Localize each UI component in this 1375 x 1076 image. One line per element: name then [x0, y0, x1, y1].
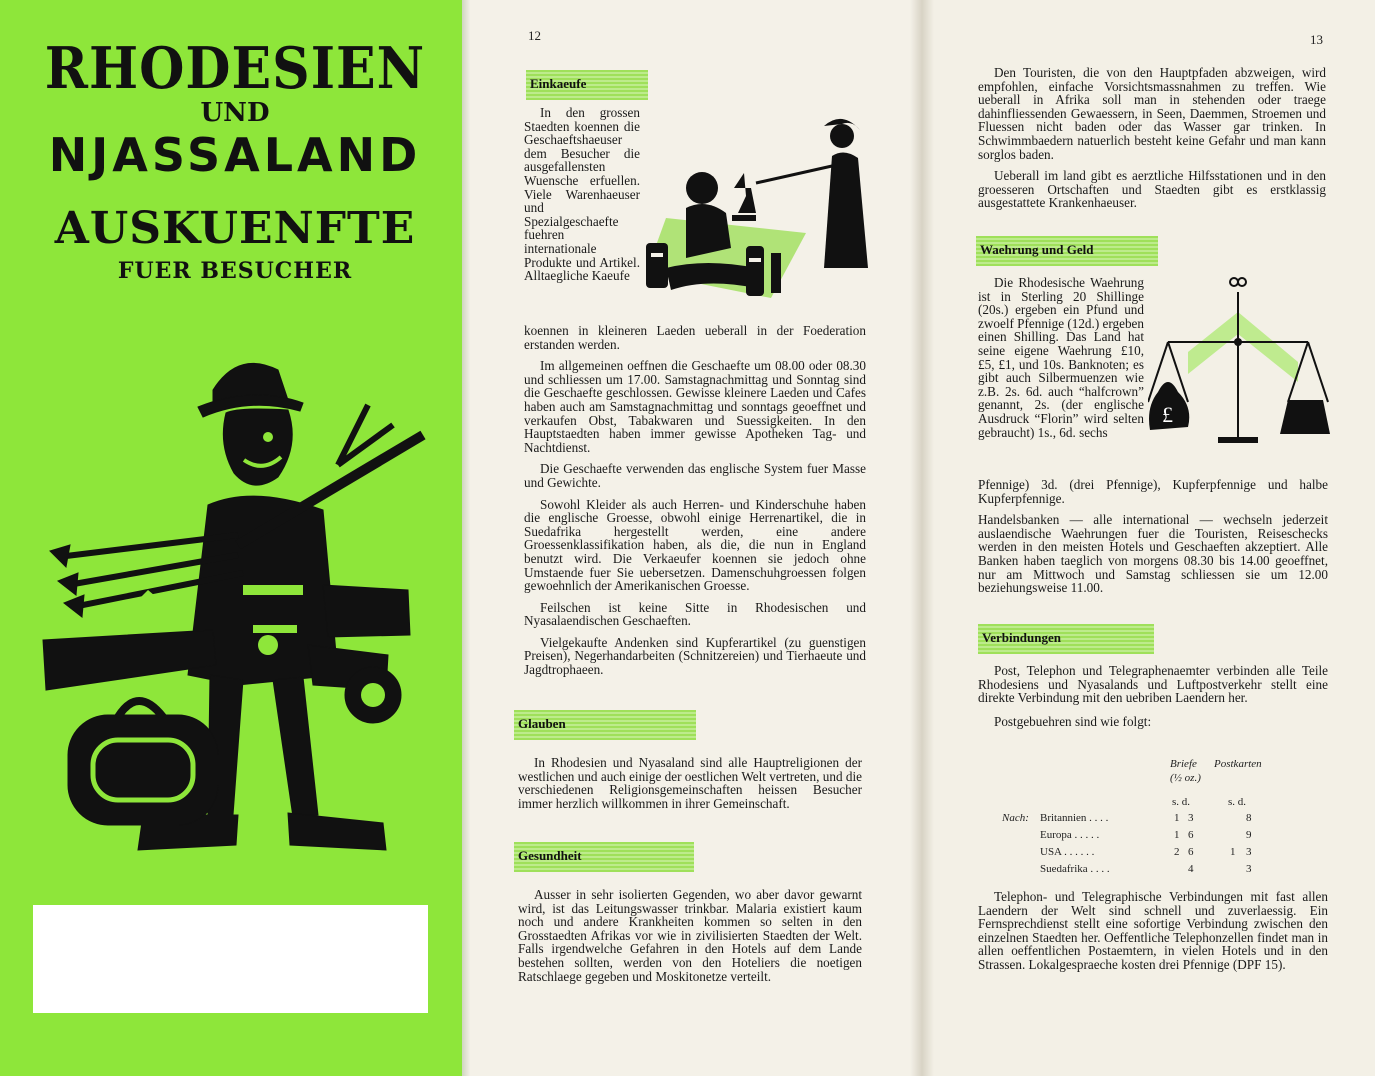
intro-paragraphs — [978, 66, 1326, 218]
postage-briefe-d: 6 — [1188, 829, 1194, 841]
einkaeufe-p2: Im allgemeinen oeffnen die Geschaefte um 08.00 oder 08.30 und schliessen um 17.00. Samstagnachmittag und Sonntag sind die Geschaefte geschlossen. Gewisse kleinere Laeden und Cafes haben auch am Samstagnachmittag und sonntags geoeffnet und verkaufen Obst, Tabakwaren und Suessigkeiten. In den Hauptstaedten haben immer gewisse Apotheken Tag- und Nachtdienst. — [524, 358, 866, 455]
gesundheit-paragraph — [518, 888, 862, 991]
page-number-12: 12 — [528, 28, 541, 43]
postage-dest: Europa . . . . . — [1040, 829, 1100, 841]
section-heading-label: Verbindungen — [982, 630, 1061, 645]
verbindungen-p2: Postgebuehren sind wie folgt: — [994, 713, 1152, 729]
einkaeufe-paragraph-1 — [524, 106, 640, 291]
postage-prefix: Nach: — [1002, 812, 1029, 824]
postage-briefe-s: 1 — [1174, 829, 1180, 841]
postage-karten-d: 3 — [1246, 846, 1252, 858]
section-heading-waehrung — [976, 236, 1158, 266]
section-heading-label: Einkaeufe — [530, 76, 587, 91]
einkaeufe-p5: Feilschen ist keine Sitte in Rhodesischen und Nyasalaendischen Geschaeften. — [524, 599, 866, 629]
einkaeufe-paragraphs — [524, 324, 866, 685]
cover-title-njassaland: NJASSALAND — [48, 128, 422, 182]
postage-units-briefe: s. d. — [1172, 796, 1191, 808]
section-heading-gesundheit — [514, 842, 694, 872]
cover-subtitle-auskuenfte: AUSKUENFTE — [54, 203, 416, 254]
section-heading-glauben — [514, 710, 696, 740]
shopping-illustration — [646, 118, 868, 308]
intro-p1: Den Touristen, die von den Hauptpfaden abzweigen, wird empfohlen, einfache Vorsichtsmassnahmen zu treffen. Wie ueberall in Afrika soll man in stehenden oder traege dahinfliessenden Gewaessern, in Seen, Daemmen, Stroemen und Fluessen nicht baden oder das Wasser gar trinken. In Schwimmbaedern natuerlich besteht keine Gefahr und man kann sorglos baden. — [978, 65, 1326, 162]
postage-briefe-s: 1 — [1174, 812, 1180, 824]
glauben-p1: In Rhodesien und Nyasaland sind alle Hauptreligionen der westlichen und auch einige der oestlichen Welt vertreten, und die verschiedenen Religionsgemeinschaften heissen Besucher immer herzlich willkommen in ihrer Gemeinschaft. — [518, 755, 862, 811]
verbindungen-paragraph-1 — [978, 664, 1328, 736]
cover-page — [0, 0, 462, 1076]
page-13 — [922, 0, 1375, 1076]
page-number-13: 13 — [1310, 32, 1323, 47]
glauben-paragraph — [518, 756, 862, 818]
einkaeufe-p6: Vielgekaufte Andenken sind Kupferartikel (zu guenstigen Preisen), Negerhandarbeiten (Schnitzereien) und Tierhaeute und Jagdtrophaeen. — [524, 634, 866, 678]
postage-dest: USA . . . . . . — [1040, 846, 1095, 858]
einkaeufe-p1-rest: koennen in kleineren Laeden ueberall in der Foederation erstanden werden. — [524, 323, 866, 352]
waehrung-paragraphs — [978, 478, 1328, 603]
waehrung-p1-wrapped: Die Rhodesische Waehrung ist in Sterling 20 Shillinge (20s.) ergeben ein Pfund und zwoelf Pfennige (12d.) ergeben einen Shilling. Das Land hat seine eigene Waehrung £10, £5, £1, und 10s. Banknoten; es gibt auch Silbermuenzen wie z.B. 2s. 6d. auch “halfcrown” genannt, 2s. (der englische Ausdruck “Florin” wird selten gebraucht) 1s., 6d. sechs — [978, 275, 1145, 440]
postage-briefe-s: 2 — [1174, 846, 1180, 858]
section-heading-einkaeufe — [526, 70, 648, 100]
tourist-illustration — [38, 345, 428, 900]
intro-p2: Ueberall im land gibt es aerztliche Hilfsstationen und in den groesseren Ortschaften und Staedten gibt es erstklassig ausgestattete Krankenhaeuser. — [978, 168, 1326, 211]
section-heading-verbindungen — [978, 624, 1154, 654]
page-12 — [470, 0, 922, 1076]
einkaeufe-p4: Sowohl Kleider als auch Herren- und Kinderschuhe haben die englische Groesse, obwohl einige Herrenartikel, die in Suedafrika hergestellt werden, eine andere Groessenklassifikation haben, als die, die nun in England benutzt wird. Die Verkaeufer koennen sie jedoch ohne Umstaende fuer Sie uebersetzen. Damenschuhgroessen folgen gewoehnlich der Amerikanischen Groesse. — [524, 496, 866, 594]
postage-karten-s: 1 — [1230, 846, 1236, 858]
postage-briefe-d: 3 — [1188, 812, 1194, 824]
verbindungen-p1: Post, Telephon und Telegraphenaemter verbinden alle Teile Rhodesiens und Nyasalands und Luftpostverkehr stellt eine direkte Verbindung mit den uebriben Laendern her. — [978, 663, 1328, 706]
waehrung-p1-rest: Pfennige) 3d. (drei Pfennige), Kupferpfennige und halbe Kupferpfennige. — [978, 477, 1328, 506]
cover-edge — [462, 0, 470, 1076]
einkaeufe-p3: Die Geschaefte verwenden das englische System fuer Masse und Gewichte. — [524, 461, 866, 490]
postage-col-briefe: Briefe — [1170, 758, 1197, 770]
section-heading-label: Gesundheit — [518, 848, 582, 863]
postage-dest: Britannien . . . . — [1040, 812, 1109, 824]
cover-title-rhodesien: RHODESIEN — [44, 34, 426, 103]
postage-briefe-d: 4 — [1188, 863, 1194, 875]
gesundheit-p1: Ausser in sehr isolierten Gegenden, wo aber davor gewarnt wird, ist das Leitungswasser trinkbar. Malaria existiert kaum noch und andere Krankheiten kommen so selten in den Grosstaedten Afrikas vor wie in zivilisierten Staedten der Welt. Falls irgendwelche Gefahren in den Hotels auf dem Lande bestehen sollten, werden von den Hoteliers die noetigen Ratschlaege gegeben und Moskitonetze verteilt. — [518, 887, 862, 984]
pound-sign: £ — [1162, 402, 1173, 427]
postage-karten-d: 9 — [1246, 829, 1252, 841]
postage-dest: Suedafrika . . . . — [1040, 863, 1110, 875]
postage-briefe-d: 6 — [1188, 846, 1194, 858]
waehrung-paragraph-1 — [978, 276, 1144, 447]
postage-units-postkarten: s. d. — [1228, 796, 1247, 808]
verbindungen-paragraph-3 — [978, 890, 1328, 980]
section-heading-label: Waehrung und Geld — [980, 242, 1094, 257]
section-heading-label: Glauben — [518, 716, 566, 731]
scale-illustration — [1148, 272, 1336, 452]
cover-title-und: UND — [200, 98, 270, 128]
book-gutter — [910, 0, 934, 1076]
einkaeufe-p1-wrapped: In den grossen Staedten koennen die Geschaeftshaeuser dem Besucher die ausgefallensten Wuensche erfuellen. Viele Warenhaeuser und Spezialgeschaefte fuehren internationale Produkte und Artikel. Alltaegliche Kaeufe — [524, 105, 640, 284]
verbindungen-p3: Telephon- und Telegraphische Verbindungen mit fast allen Laendern der Welt sind schnell und zuverlaessig. Ein Fernsprechdienst stellt eine sofortige Verbindung zwischen den einzelnen Staedten her. Oeffentliche Telephonzellen findet man in allen oeffentlichen Postaemtern, in vielen Hotels und in den Strassen. Lokalgespraeche kosten drei Pfennige (DPF 15). — [978, 889, 1328, 972]
postage-karten-d: 3 — [1246, 863, 1252, 875]
waehrung-p2: Handelsbanken — alle international — wechseln jederzeit auslaendische Waehrungen fuer die Touristen, Reiseschecks werden in den meisten Hotels und Geschaeften akzeptiert. Alle Banken haben taeglich von morgens 08.30 bis 14.00 geoeffnet, nur am Mittwoch und Samstag schliessen sie um 12.00 beziehungsweise 11.00. — [978, 512, 1328, 596]
postage-col-postkarten: Postkarten — [1214, 758, 1262, 770]
cover-label-box — [33, 905, 428, 1013]
postage-col-briefe-sub: (½ oz.) — [1170, 772, 1201, 784]
postage-table — [1000, 756, 1300, 881]
cover-subtitle-fuer-besucher: FUER BESUCHER — [117, 258, 353, 284]
postage-karten-d: 8 — [1246, 812, 1252, 824]
